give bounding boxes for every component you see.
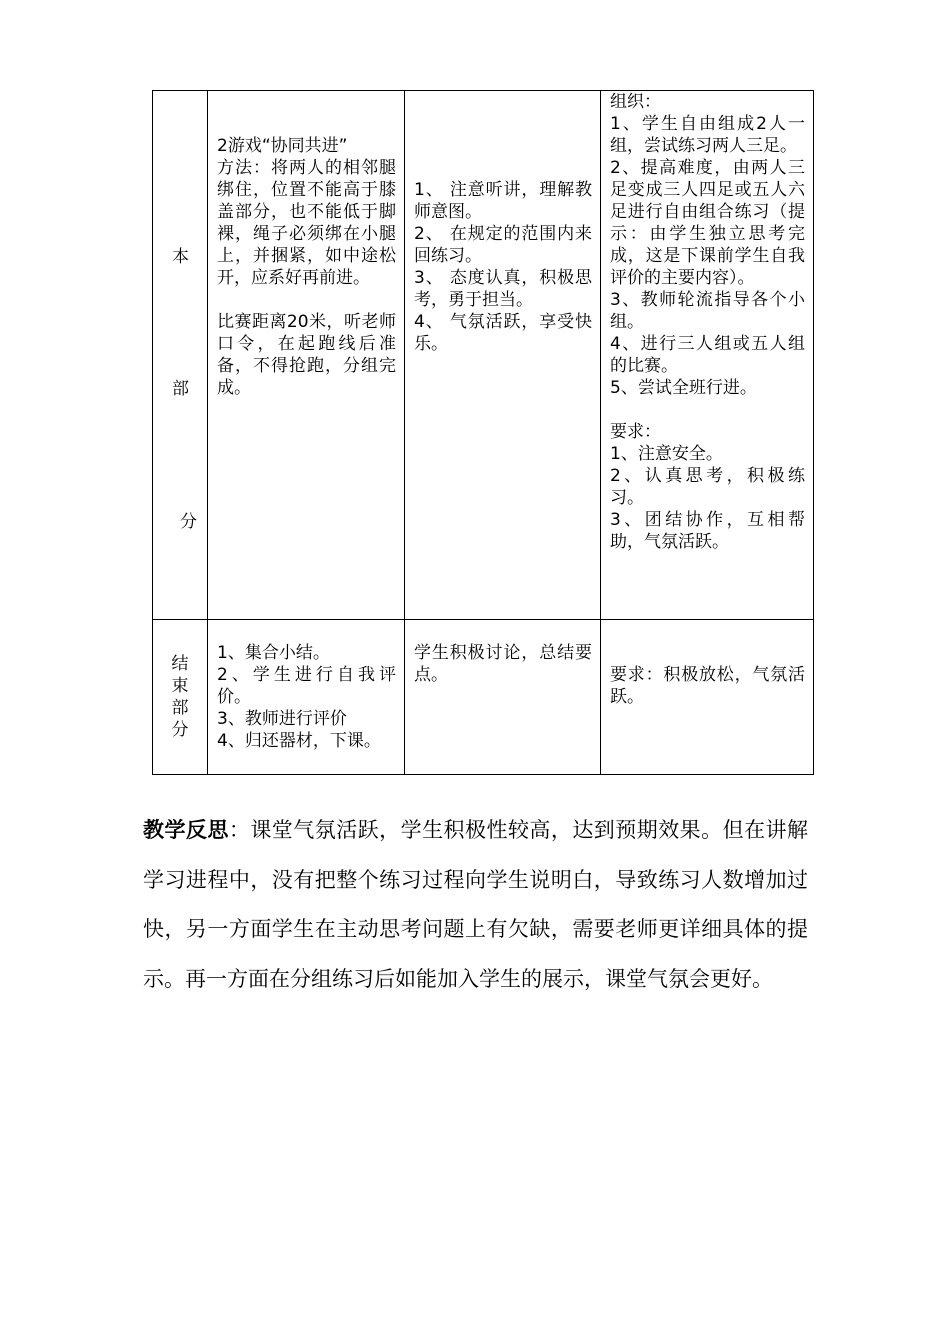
main-section-row [153, 91, 814, 620]
main-student-cell [405, 91, 601, 620]
end-student-cell [405, 620, 601, 775]
game-rules: 比赛距离20米，听老师口令，在起跑线后准备，不得抢跑，分组完成。 [217, 312, 396, 398]
end-item: 2、学生进行自我评价。 [217, 665, 396, 707]
end-organization-cell [601, 620, 814, 775]
game-title: 2游戏“协同共进” [217, 136, 348, 156]
requirements-heading: 要求： [610, 422, 661, 442]
organization-item: 5、尝试全班行进。 [610, 378, 757, 398]
student-item: 1、 注意听讲，理解教师意图。 [414, 180, 592, 222]
organization-heading: 组织： [610, 92, 661, 112]
main-content-cell [208, 91, 405, 620]
organization-item: 3、教师轮流指导各个小组。 [610, 290, 805, 332]
end-label-char: 束 [171, 676, 189, 696]
organization-item: 4、进行三人组或五人组的比赛。 [610, 334, 805, 376]
main-label-char: 本 [172, 247, 189, 267]
end-student-text: 学生积极讨论，总结要点。 [414, 643, 592, 685]
end-item: 4、归还器材，下课。 [217, 731, 381, 751]
organization-item: 2、提高难度，由两人三足变成三人四足或五人六足进行自由组合练习（提示：由学生独立思考完成，这是下课前学生自我评价的主要内容）。 [610, 158, 805, 288]
student-item: 2、 在规定的范围内来回练习。 [414, 224, 592, 266]
end-organization-text: 要求：积极放松，气氛活跃。 [610, 665, 805, 707]
end-label-char: 结 [171, 654, 189, 674]
end-section-row [153, 620, 814, 775]
end-label-char: 部 [171, 698, 189, 718]
reflection-label: 教学反思 [143, 818, 229, 842]
main-section-label [153, 91, 208, 620]
game-method: 方法：将两人的相邻腿绑住，位置不能高于膝盖部分，也不能低于脚裸，绳子必须绑在小腿上，并捆紧，如中途松开，应系好再前进。 [217, 158, 396, 288]
student-item: 4、 气氛活跃，享受快乐。 [414, 312, 592, 354]
reflection-text: ：课堂气氛活跃，学生积极性较高，达到预期效果。但在讲解学习进程中，没有把整个练习过程向学生说明白，导致练习人数增加过快，另一方面学生在主动思考问题上有欠缺，需要老师更详细具体的提示。再一方面在分组练习后如能加入学生的展示，课堂气氛会更好。 [143, 818, 809, 991]
end-item: 1、集合小结。 [217, 643, 330, 663]
student-item: 3、 态度认真，积极思考，勇于担当。 [414, 268, 592, 310]
lesson-plan-table [152, 90, 814, 775]
main-organization-cell [601, 91, 814, 620]
end-section-label [153, 620, 208, 775]
main-label-char: 分 [180, 512, 197, 532]
end-item: 3、教师进行评价 [217, 709, 347, 729]
main-label-char: 部 [172, 379, 189, 399]
teaching-reflection [143, 806, 808, 1004]
end-content-cell [208, 620, 405, 775]
end-label-char: 分 [171, 720, 189, 740]
requirement-item: 1、注意安全。 [610, 444, 723, 464]
requirement-item: 2、认真思考，积极练习。 [610, 466, 805, 508]
organization-item: 1、学生自由组成2人一组，尝试练习两人三足。 [610, 114, 805, 156]
requirement-item: 3、团结协作，互相帮助，气氛活跃。 [610, 510, 805, 552]
